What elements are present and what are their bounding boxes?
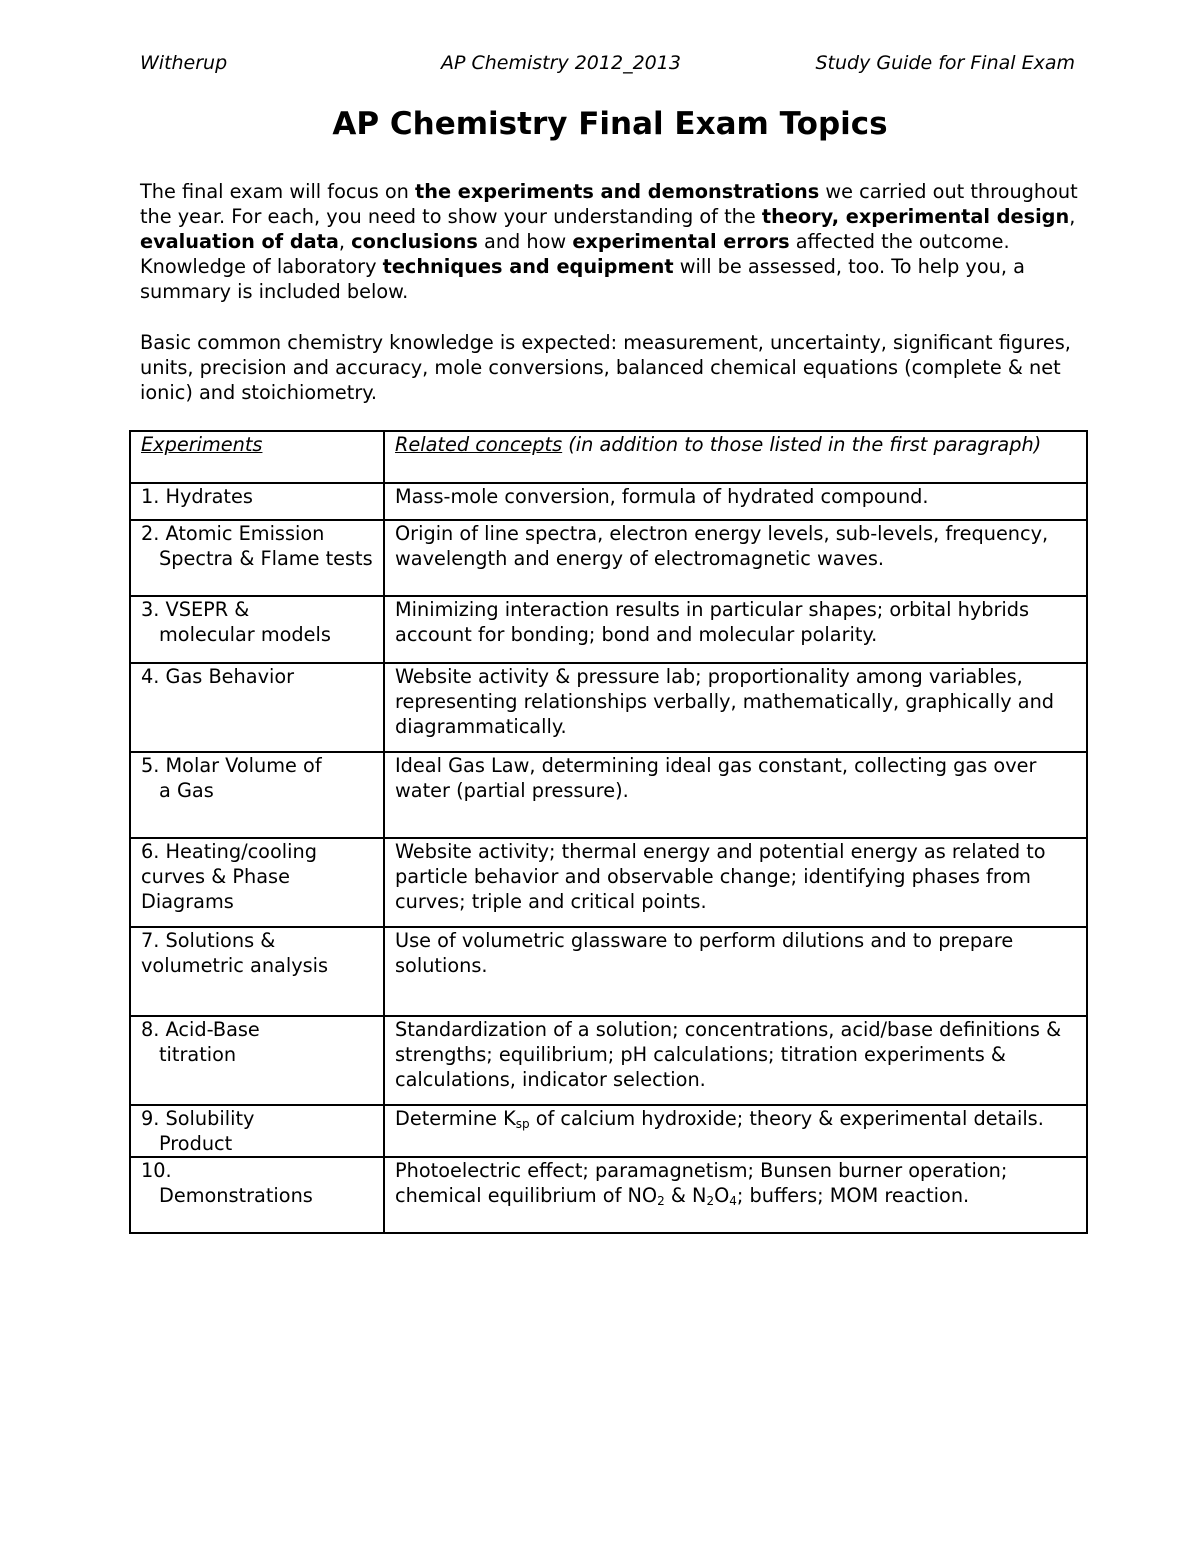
concepts-text: Determine K	[395, 1107, 516, 1130]
experiment-cell	[130, 596, 384, 663]
table-row	[130, 596, 1087, 663]
experiment-cell	[130, 520, 384, 596]
concepts-cell: Minimizing interaction results in particular shapes; orbital hybrids account for bonding; bond and molecular polarity.	[384, 596, 1087, 663]
page-header	[140, 52, 1075, 78]
intro-bold: the experiments and demonstrations	[415, 180, 820, 203]
header-course: AP Chemistry 2012_2013	[441, 52, 681, 74]
concepts-cell	[384, 1105, 1087, 1157]
concepts-cell: Use of volumetric glassware to perform dilutions and to prepare solutions.	[384, 927, 1087, 1016]
concepts-header-note: (in addition to those listed in the first paragraph)	[562, 433, 1042, 456]
concepts-cell: Website activity & pressure lab; proportionality among variables, representing relationships verbally, mathematically, graphically and diagrammatically.	[384, 663, 1087, 752]
table-row	[130, 752, 1087, 838]
table-row	[130, 838, 1087, 927]
experiment-cell	[130, 752, 384, 838]
intro-text: will be assessed, too. To help you, a summary is included below.	[140, 255, 1025, 303]
concepts-header	[384, 431, 1087, 483]
basic-knowledge-paragraph: Basic common chemistry knowledge is expected: measurement, uncertainty, significant figures, units, precision and accuracy, mole conversions, balanced chemical equations (complete & net ionic) and stoichiometry.	[140, 331, 1071, 404]
experiment-name-cont: Demonstrations	[159, 1184, 313, 1207]
concepts-text: & N	[664, 1184, 707, 1207]
table-row	[130, 1105, 1087, 1157]
concepts-cell: Mass-mole conversion, formula of hydrated compound.	[384, 483, 1087, 520]
experiment-name: 3. VSEPR &	[141, 598, 250, 621]
experiment-name: 2. Atomic Emission	[141, 522, 325, 545]
experiment-name: 4. Gas Behavior	[141, 665, 295, 688]
table-row	[130, 520, 1087, 596]
concepts-text: of calcium hydroxide; theory & experimental details.	[529, 1107, 1044, 1130]
experiment-name: 1. Hydrates	[141, 485, 253, 508]
intro-bold: theory, experimental design	[761, 205, 1070, 228]
experiment-name-cont: a Gas	[159, 779, 214, 802]
table-row	[130, 1016, 1087, 1105]
intro-bold: experimental errors	[572, 230, 790, 253]
concepts-header-text: Related concepts	[395, 433, 563, 456]
intro-text: and how	[477, 230, 573, 253]
subscript: 2	[657, 1194, 665, 1208]
concepts-cell: Origin of line spectra, electron energy levels, sub-levels, frequency, wavelength and energy of electromagnetic waves.	[384, 520, 1087, 596]
intro-text: affected the outcome. Knowledge of laboratory	[140, 230, 1010, 278]
topics-table	[129, 430, 1088, 1234]
experiment-cell	[130, 1157, 384, 1233]
concepts-text: ; buffers; MOM reaction.	[736, 1184, 970, 1207]
experiment-name-cont: Spectra & Flame tests	[159, 547, 373, 570]
intro-paragraph	[140, 179, 1080, 304]
header-doc-type: Study Guide for Final Exam	[815, 52, 1075, 74]
concepts-cell: Ideal Gas Law, determining ideal gas constant, collecting gas over water (partial pressure).	[384, 752, 1087, 838]
experiment-cell	[130, 483, 384, 520]
experiment-name-cont: molecular models	[159, 623, 331, 646]
intro-text: ,	[338, 230, 352, 253]
experiments-header-text: Experiments	[141, 433, 263, 456]
experiment-name-cont: Product	[159, 1132, 233, 1155]
intro-bold: evaluation of data	[140, 230, 339, 253]
intro-text: The final exam will focus on	[140, 180, 416, 203]
ksp-subscript: sp	[515, 1117, 530, 1131]
experiment-name: 6. Heating/cooling curves & Phase Diagrams	[141, 840, 317, 913]
intro-text: we carried out throughout the year. For each, you need to show your understanding of the	[140, 180, 1078, 228]
experiments-header	[130, 431, 384, 483]
experiment-cell	[130, 1105, 384, 1157]
experiment-cell	[130, 927, 384, 1016]
experiment-name: 7. Solutions & volumetric analysis	[141, 929, 329, 977]
concepts-cell	[384, 1157, 1087, 1233]
experiment-name: 5. Molar Volume of	[141, 754, 322, 777]
concepts-cell: Standardization of a solution; concentrations, acid/base definitions & strengths; equilibrium; pH calculations; titration experiments & calculations, indicator selection.	[384, 1016, 1087, 1105]
subscript: 4	[729, 1194, 737, 1208]
experiment-name: 9. Solubility	[141, 1107, 255, 1130]
table-row	[130, 1157, 1087, 1233]
concepts-cell: Website activity; thermal energy and potential energy as related to particle behavior and observable change; identifying phases from curves; triple and critical points.	[384, 838, 1087, 927]
intro-bold: conclusions	[351, 230, 478, 253]
experiment-cell	[130, 838, 384, 927]
table-row	[130, 927, 1087, 1016]
concepts-text: O	[714, 1184, 730, 1207]
table-row	[130, 483, 1087, 520]
experiment-cell	[130, 1016, 384, 1105]
experiment-name: 10.	[141, 1159, 172, 1182]
experiment-name-cont: titration	[159, 1043, 237, 1066]
header-author: Witherup	[140, 52, 228, 74]
page-title: AP Chemistry Final Exam Topics	[332, 106, 888, 142]
intro-bold: techniques and equipment	[382, 255, 674, 278]
concepts-text: Photoelectric effect; paramagnetism; Bunsen burner operation; chemical equilibrium of NO	[395, 1159, 1008, 1207]
experiment-name: 8. Acid-Base	[141, 1018, 260, 1041]
experiment-cell	[130, 663, 384, 752]
table-row	[130, 663, 1087, 752]
subscript: 2	[706, 1194, 715, 1208]
table-header-row	[130, 431, 1087, 483]
intro-text: ,	[1069, 205, 1076, 228]
